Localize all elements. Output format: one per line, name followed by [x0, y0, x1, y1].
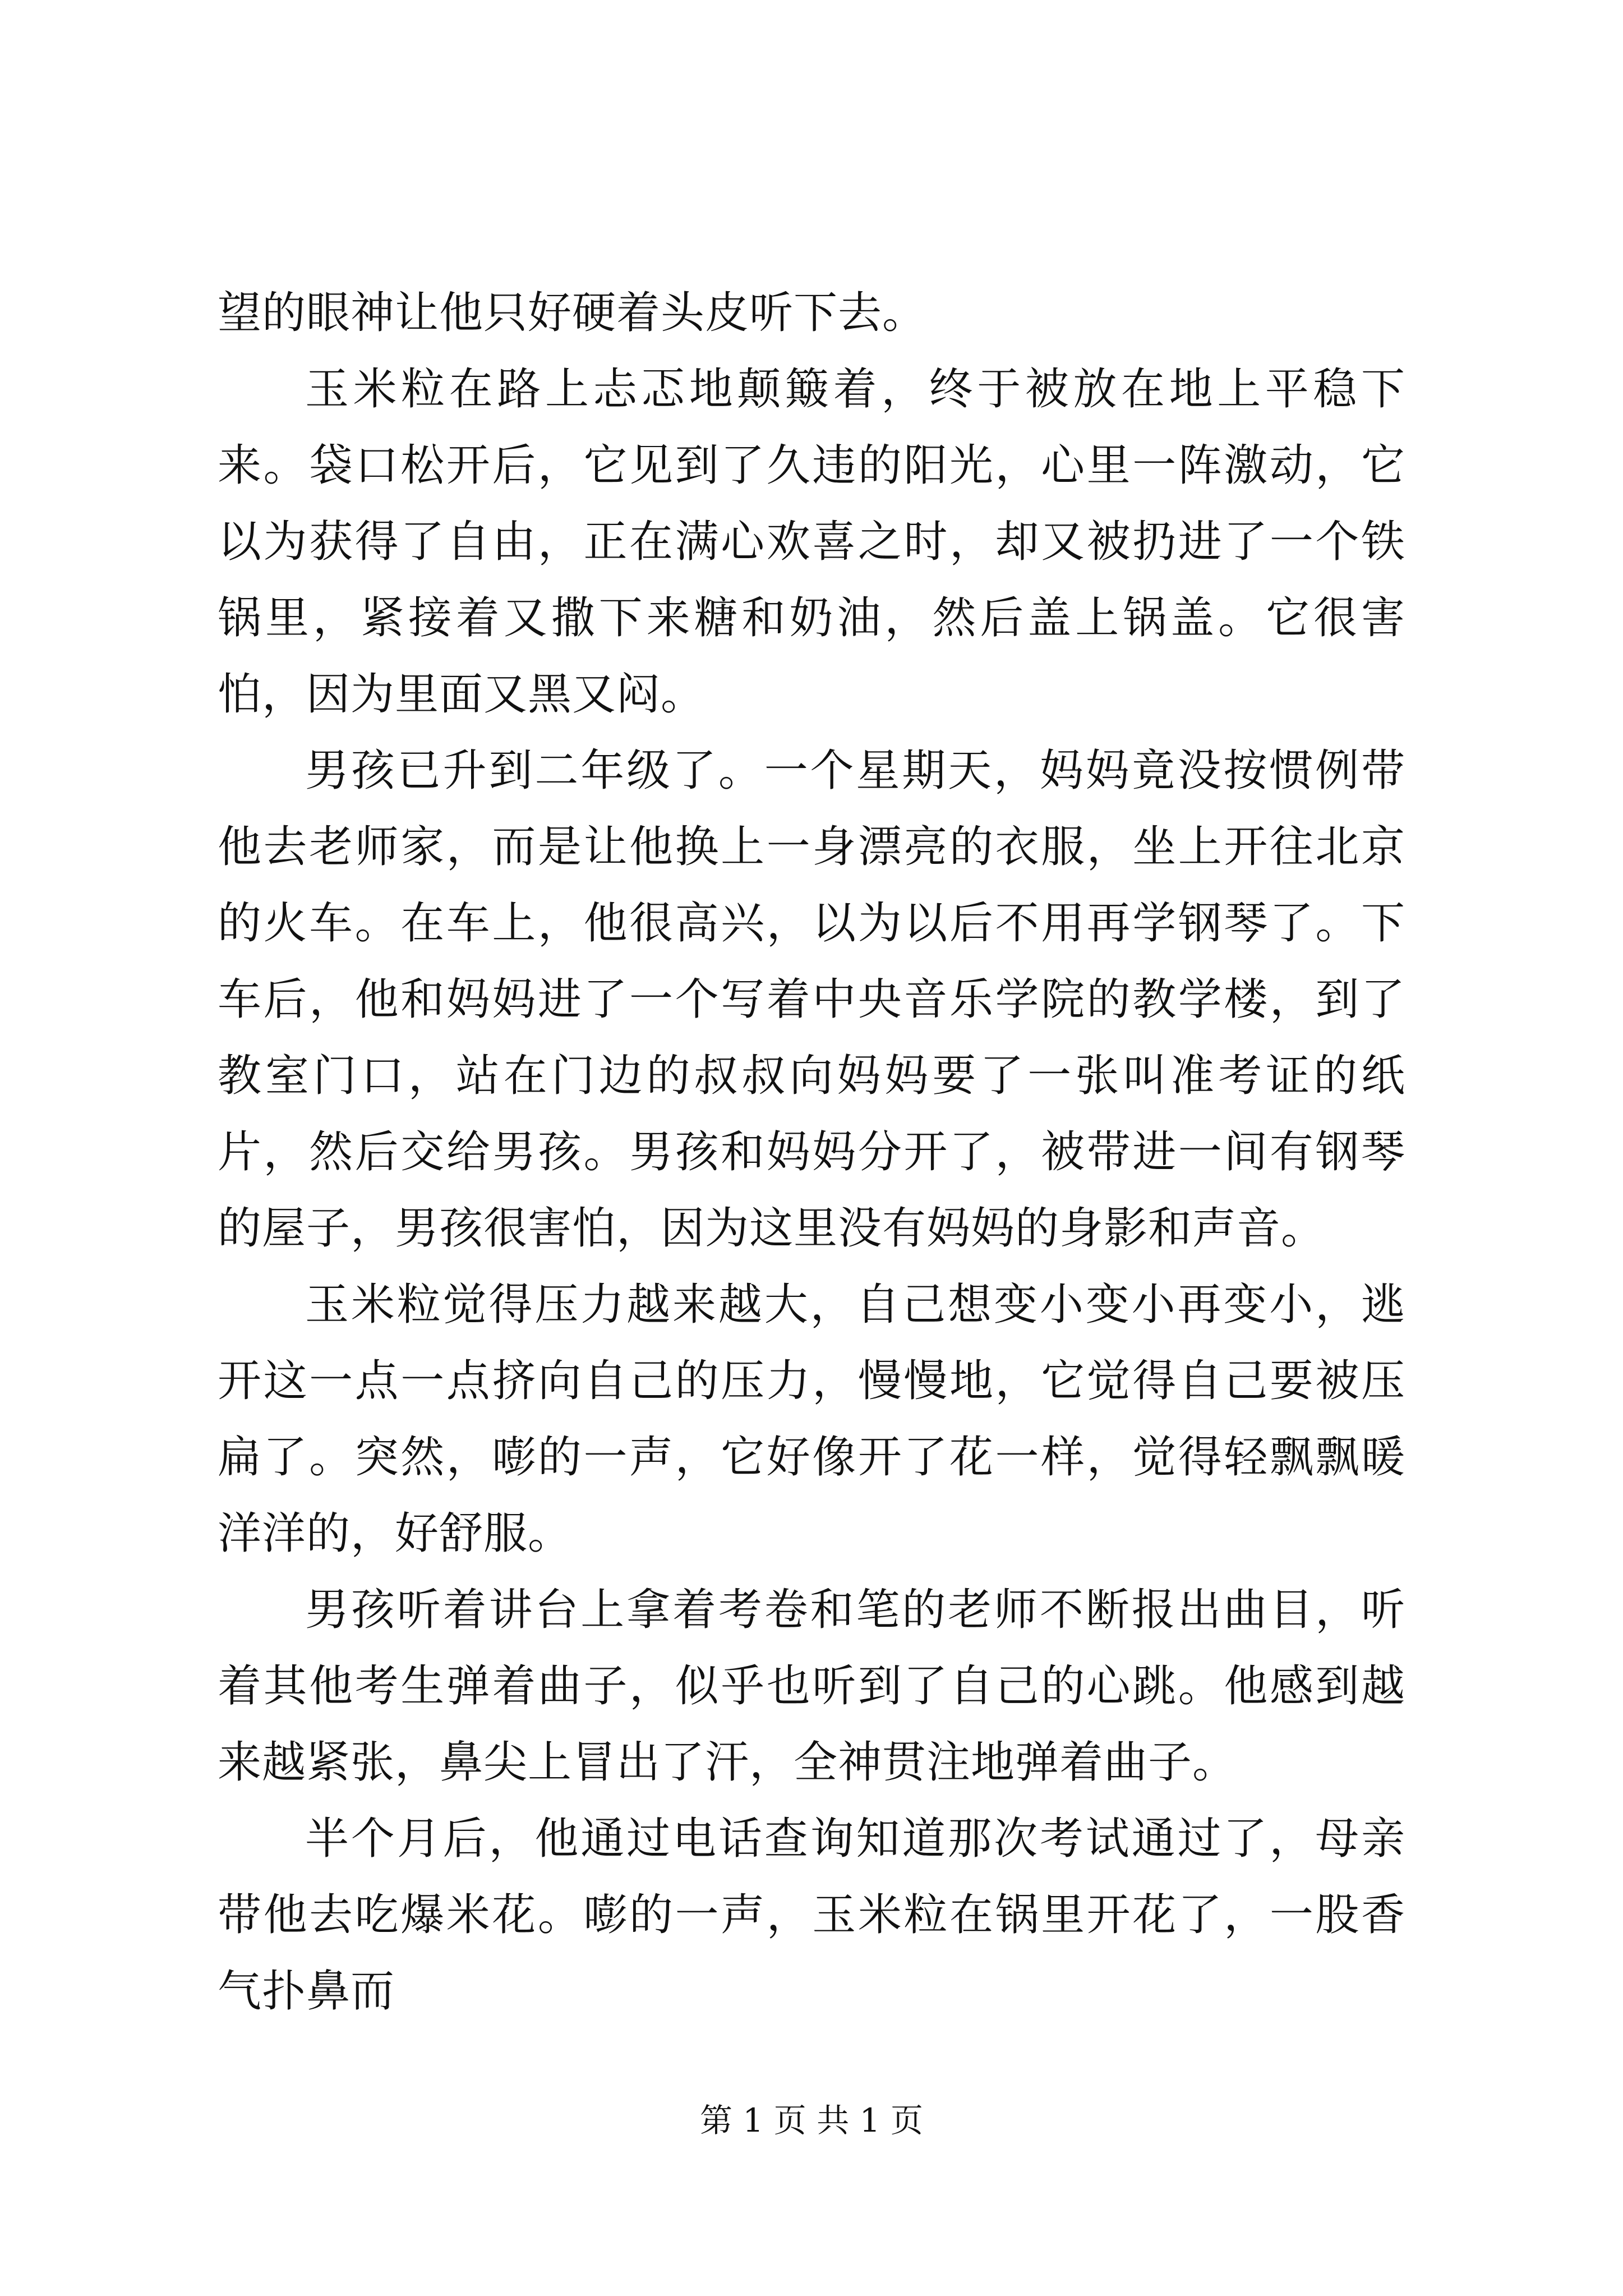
document-body: [218, 275, 1405, 2030]
paragraph: 男孩已升到二年级了。一个星期天，妈妈竟没按惯例带他去老师家，而是让他换上一身漂亮的衣服，坐上开往北京的火车。在车上，他很高兴，以为以后不用再学钢琴了。下车后，他和妈妈进了一个写着中央音乐学院的教学楼，到了教室门口，站在门边的叔叔向妈妈要了一张叫准考证的纸片，然后交给男孩。男孩和妈妈分开了，被带进一间有钢琴的屋子，男孩很害怕，因为这里没有妈妈的身影和声音。: [218, 746, 1405, 1254]
paragraph: 玉米粒觉得压力越来越大，自己想变小变小再变小，逃开这一点一点挤向自己的压力，慢慢地，它觉得自己要被压扁了。突然，嘭的一声，它好像开了花一样，觉得轻飘飘暖洋洋的，好舒服。: [218, 1280, 1405, 1559]
page-footer: [0, 2101, 1623, 2140]
paragraph: 男孩听着讲台上拿着考卷和笔的老师不断报出曲目，听着其他考生弹着曲子，似乎也听到了自己的心跳。他感到越来越紧张，鼻尖上冒出了汗，全神贯注地弹着曲子。: [218, 1585, 1405, 1788]
paragraph: 玉米粒在路上忐忑地颠簸着，终于被放在地上平稳下来。袋口松开后，它见到了久违的阳光，心里一阵激动，它以为获得了自由，正在满心欢喜之时，却又被扔进了一个铁锅里，紧接着又撒下来糖和奶油，然后盖上锅盖。它很害怕，因为里面又黑又闷。: [218, 364, 1405, 720]
page-number-label: 第 1 页 共 1 页: [700, 2101, 923, 2139]
paragraph: 半个月后，他通过电话查询知道那次考试通过了，母亲带他去吃爆米花。嘭的一声，玉米粒在锅里开花了，一股香气扑鼻而: [218, 1814, 1405, 2017]
paragraph: 望的眼神让他只好硬着头皮听下去。: [218, 288, 927, 338]
